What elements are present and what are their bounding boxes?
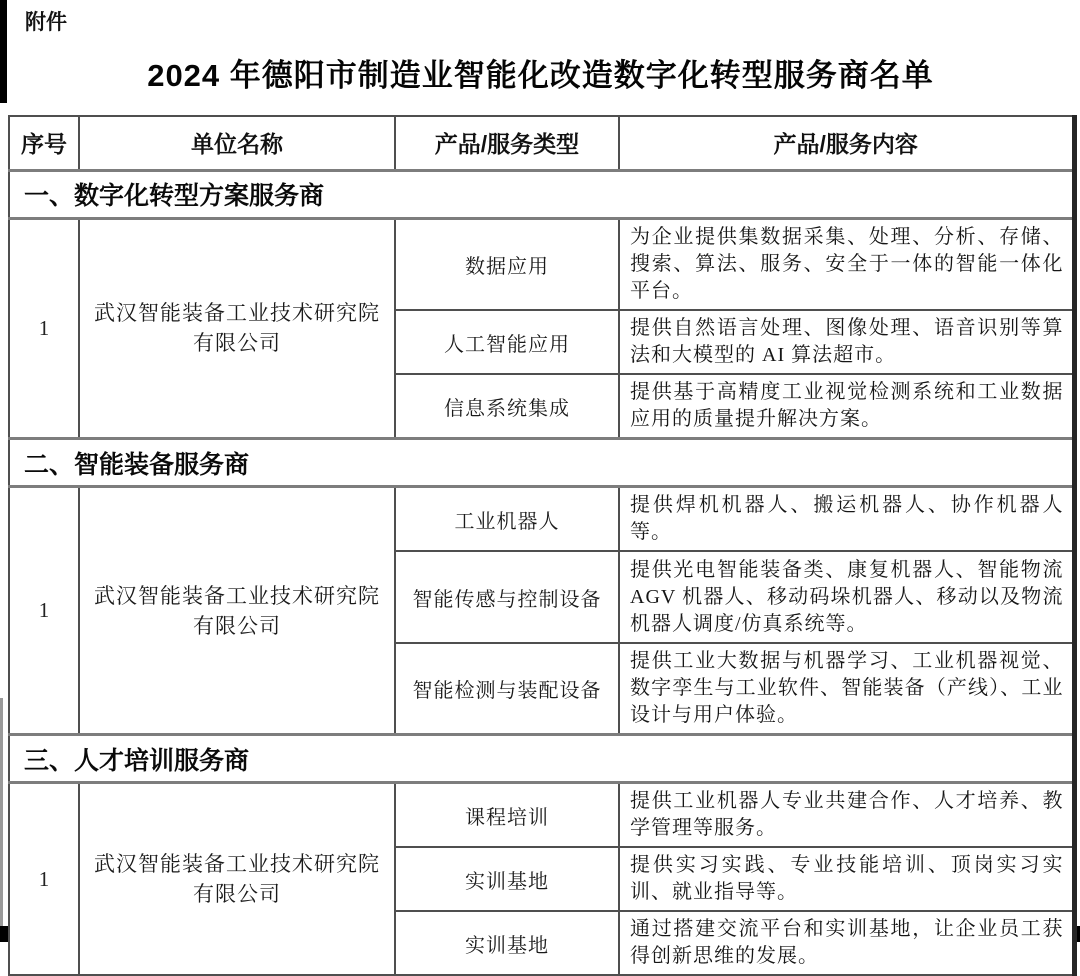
attachment-label: 附件 [25, 11, 67, 34]
company-name-cell: 武汉智能装备工业技术研究院有限公司 [79, 783, 395, 976]
service-content-cell: 提供实习实践、专业技能培训、顶岗实习实训、就业指导等。 [619, 847, 1074, 911]
service-content-cell: 为企业提供集数据采集、处理、分析、存储、搜索、算法、服务、安全于一体的智能一体化平台。 [619, 218, 1074, 310]
serial-number-cell: 1 [9, 783, 79, 976]
section-3-heading: 三、人才培训服务商 [9, 735, 1074, 783]
serial-number-cell: 1 [9, 487, 79, 735]
service-provider-table [8, 115, 1077, 976]
service-content-cell: 提供焊机机器人、搬运机器人、协作机器人等。 [619, 487, 1074, 552]
service-content-cell: 提供光电智能装备类、康复机器人、智能物流 AGV 机器人、移动码垛机器人、移动以及物流机器人调度/仿真系统等。 [619, 551, 1074, 643]
service-type-cell: 信息系统集成 [395, 374, 619, 439]
service-type-cell: 课程培训 [395, 783, 619, 848]
header-company-name: 单位名称 [79, 116, 395, 170]
serial-number-cell: 1 [9, 218, 79, 439]
service-content-cell: 提供自然语言处理、图像处理、语音识别等算法和大模型的 AI 算法超市。 [619, 310, 1074, 374]
scan-artifact-left-bar [0, 0, 7, 103]
service-type-cell: 实训基地 [395, 847, 619, 911]
service-type-cell: 智能传感与控制设备 [395, 551, 619, 643]
service-type-cell: 实训基地 [395, 911, 619, 975]
section-heading-row [9, 439, 1074, 487]
service-content-cell: 提供基于高精度工业视觉检测系统和工业数据应用的质量提升解决方案。 [619, 374, 1074, 439]
service-content-cell: 提供工业大数据与机器学习、工业机器视觉、数字孪生与工业软件、智能装备（产线）、工业设计与用户体验。 [619, 643, 1074, 735]
company-name-cell: 武汉智能装备工业技术研究院有限公司 [79, 218, 395, 439]
section-2-heading: 二、智能装备服务商 [9, 439, 1074, 487]
header-product-service-content: 产品/服务内容 [619, 116, 1074, 170]
table-row [9, 487, 1074, 552]
section-1-heading: 一、数字化转型方案服务商 [9, 170, 1074, 218]
section-heading-row [9, 170, 1074, 218]
service-type-cell: 数据应用 [395, 218, 619, 310]
header-serial-number: 序号 [9, 116, 79, 170]
company-name-cell: 武汉智能装备工业技术研究院有限公司 [79, 487, 395, 735]
table-header-row [9, 116, 1074, 170]
scan-artifact-left-strip [0, 698, 3, 926]
table-row [9, 218, 1074, 310]
header-product-service-type: 产品/服务类型 [395, 116, 619, 170]
service-type-cell: 工业机器人 [395, 487, 619, 552]
table-row [9, 783, 1074, 848]
section-heading-row [9, 735, 1074, 783]
service-type-cell: 人工智能应用 [395, 310, 619, 374]
document-title: 2024 年德阳市制造业智能化改造数字化转型服务商名单 [147, 58, 934, 93]
service-type-cell: 智能检测与装配设备 [395, 643, 619, 735]
service-content-cell: 提供工业机器人专业共建合作、人才培养、教学管理等服务。 [619, 783, 1074, 848]
service-content-cell: 通过搭建交流平台和实训基地，让企业员工获得创新思维的发展。 [619, 911, 1074, 975]
